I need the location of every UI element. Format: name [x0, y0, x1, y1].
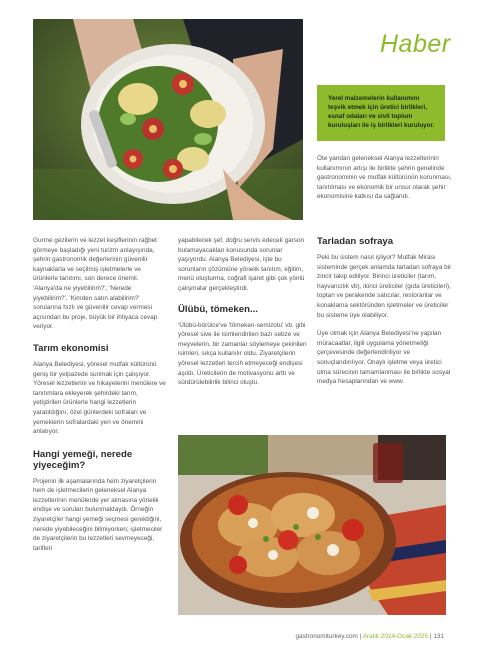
heading-tarim-ekonomisi: Tarım ekonomisi [33, 342, 109, 354]
paragraph: Projenin ilk aşamalarında hem ziyaretçilerin hem de işletmecilerin geleneksel Alanya lezzetlerinin menülerde yer almasına yönelik endişe ve soruları bulunmaktaydı. Örneğin ziyaretçiler hangi yemeği seçmesi gerektiğini, nerede yiyebileceğini bilmiyorken; işletmeciler de ziyaretçilerin bu lezzetleri sevmeyeceği, tarifleri [33, 477, 163, 552]
column-1 [33, 236, 166, 553]
salad-photo [33, 19, 303, 220]
column-2 [178, 236, 308, 388]
paragraph: 'Ülübü-börülce've 'tömeken-semizotu' vb. gibi yöresel sive ile isimlendirilen bazı sebze ve meyvelerin, bir zamanlar söylemeye çekinilen isimleri, sıkça kullanılır oldu. Ziyaretçilerin yöresel lezzetleri tercih etmeyeceği endişesi aşıldı. Üreticilerin de motivasyonu arttı ve sürdürülebilirlik bilinci oluştu. [178, 321, 307, 387]
heading-ulubu-tomeken: Ülübü, tömeken... [178, 303, 258, 315]
paragraph: Üye olmak için Alanya Belediyesi'ne yapılan müracaatlar, ilgili uygulama yönetmeliği çerçevesinde değerlendiriliyor ve sonuçlandırılıyor. Onaylı işletme veya üretici olma sürecinin tamamlanması ile birlikte sosyal medya hesaplarından ve www. [317, 330, 451, 386]
column-3 [317, 236, 452, 387]
section-title: Haber [380, 30, 451, 58]
paragraph: Öte yandan geleneksel Alanya lezzetlerinin kullanımının artışı ile birlikte şehrin genelinde gastronominin ve mutfak kültürünün korunması, tanıtılması ve ekonomik bir unsur olarak şehir ekonomisine katkısı da sağlandı. [317, 155, 452, 201]
callout-box: Yerel malzemelerin kullanımını teşvik etmek için üretici birlikleri, esnaf odaları ve sivil toplum kuruluşları ile iş birlikleri kuruluyor. [317, 85, 445, 141]
page-number: 131 [433, 633, 444, 640]
right-intro-text [317, 154, 452, 202]
footer-site: gastronomiturkey.com [295, 633, 358, 640]
paragraph: yapabilecek şef, doğru servis edecek garson bulamayacakları konusunda sorunlar yaşıyordu. Alanya Belediyesi, işte bu sorunların çözümüne yönelik tanıtım, eğitim, menü oluşturma, coğrafi işaret gibi çok yönlü çalışmalar gerçekleştirdi. [178, 237, 305, 292]
footer-separator: | [429, 633, 432, 640]
baked-dish-photo [178, 435, 446, 615]
footer-issue: Aralık 2024-Ocak 2025 [362, 633, 429, 640]
page-footer [295, 633, 444, 640]
heading-hangi-yemegi: Hangi yemeği, nerede yiyeceğim? [33, 448, 133, 471]
footer-separator: | [359, 633, 362, 640]
paragraph: Peki bu sistem nasıl işliyor? Mutfak Mirası sisteminde gerçek anlamda tarladan sofraya bir zincir takip ediliyor. Birinci üreticiler (tarım, hayvancılık vb), ikinci üreticiler (gıda üreticileri), toptan ve perakende satıcılar, restoranlar ve konaklama sektöründen işletmeler ve üreticiler bu sisteme üye olabiliyor. [317, 254, 452, 319]
paragraph: Alanya Belediyesi, yöresel mutfak kültürünü geniş bir yelpazede sunmak için çalışıyor. Yöresel lezzetlerini ve hikayelerini menülere ve tanıtımlara ekleyerek şehirdeki tarım, yetiştirilen ürünlerle hangi lezzetlerin yaratıldığını, özel günlerdeki sofraları ve yemeklerin sofralardaki yeri ve önemini anlatıyor. [33, 360, 166, 436]
paragraph: Gurme gezilerin ve lezzet keşiflerinin rağbet görmeye başladığı yeni turizm anlayışında, şehrin gastronomik değerlerinin güvenilir kaynaklarla ve seçilmiş işletmelerle ve ürünlerle tanıtımı, son derece önemli. 'Alanya'da ne yiyebilirim?', 'Nerede yiyebilirim?', 'Kimden satın alabilirim?' sorularına hızlı ve güvenilir cevap vermesi açısından bu proje, büyük bir ihtiyaca cevap veriyor. [33, 237, 158, 331]
heading-tarladan-sofraya: Tarladan sofraya [317, 236, 394, 247]
